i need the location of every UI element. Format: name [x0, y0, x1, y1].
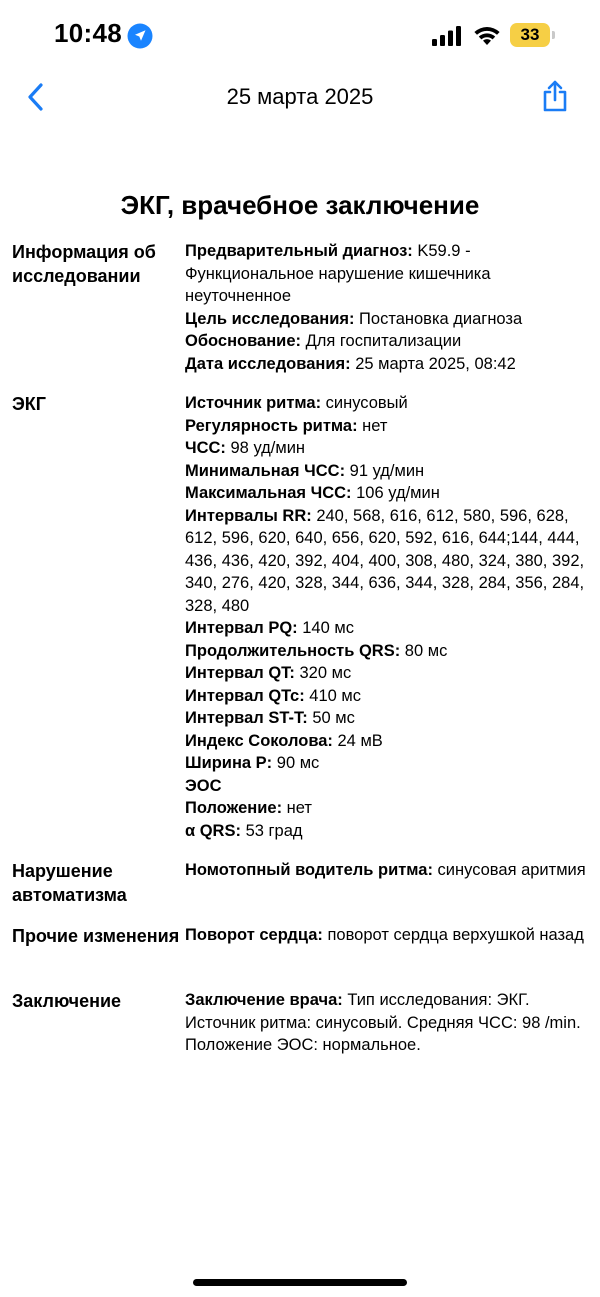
field-line: Дата исследования: 25 марта 2025, 08:42 [185, 354, 516, 373]
location-arrow-icon [127, 23, 153, 49]
section-body [185, 392, 587, 842]
battery-level: 33 [520, 25, 540, 44]
battery-icon [510, 23, 550, 47]
home-indicator[interactable] [193, 1279, 407, 1286]
field-line: Интервал QTc: 410 мс [185, 686, 361, 705]
field-line: Поворот сердца: поворот сердца верхушкой назад [185, 926, 584, 944]
field-line: Обоснование: Для госпитализации [185, 332, 462, 350]
field-line: Интервал PQ: 140 мс [185, 619, 354, 637]
section-label: ЭКГ [12, 394, 46, 414]
status-bar [0, 0, 600, 72]
field-line: Номотопный водитель ритма: синусовая аритмия [185, 861, 586, 879]
field-line: Индекс Соколова: 24 мВ [185, 731, 383, 750]
cellular-signal-icon [432, 26, 462, 46]
status-time: 10:48 [54, 18, 122, 48]
field-line: ЧСС: 98 уд/мин [185, 439, 306, 457]
section-label: Информация об исследовании [12, 242, 156, 286]
section-body [185, 859, 587, 882]
section-body [185, 989, 587, 1057]
nav-title: 25 марта 2025 [226, 84, 374, 109]
field-line: Интервал ST-T: 50 мс [185, 709, 355, 727]
field-line: α QRS: 53 град [185, 821, 303, 840]
section-label: Нарушение автоматизма [12, 861, 127, 905]
wifi-icon [473, 24, 501, 46]
share-icon[interactable] [540, 79, 570, 113]
section-label: Прочие изменения [12, 926, 180, 946]
field-line: Регулярность ритма: нет [185, 416, 388, 435]
document-title: ЭКГ, врачебное заключение [120, 190, 480, 220]
field-line: Интервал QT: 320 мс [185, 664, 352, 682]
field-line: Максимальная ЧСС: 106 уд/мин [185, 484, 440, 502]
field-line: Минимальная ЧСС: 91 уд/мин [185, 461, 425, 480]
field-line: Предварительный диагноз: K59.9 - Функциональное нарушение кишечника неуточненное [185, 242, 491, 305]
section-body [185, 240, 587, 375]
battery-cap [552, 31, 555, 39]
field-line: Положение: нет [185, 799, 312, 817]
field-line: Ширина P: 90 мс [185, 754, 320, 772]
section-label: Заключение [12, 991, 122, 1011]
section-body [185, 924, 587, 947]
field-line: Продолжительность QRS: 80 мс [185, 641, 448, 660]
field-line: ЭОС [185, 776, 222, 795]
field-line: Цель исследования: Постановка диагноза [185, 309, 523, 328]
field-line: Интервалы RR: 240, 568, 616, 612, 580, 596, 628, 612, 596, 620, 640, 656, 620, 592, 616, 644;144, 444, 436, 436, 420, 392, 404, 400, 308, 480, 324, 380, 392, 340, 276, 420, 328, 344, 636, 344, 328, 284, 356, 284, 328, 480 [185, 506, 585, 615]
field-line: Источник ритма: синусовый [185, 394, 408, 412]
field-line: Заключение врача: Тип исследования: ЭКГ. Источник ритма: синусовый. Средняя ЧСС: 98 /min. Положение ЭОС: нормальное. [185, 991, 581, 1054]
